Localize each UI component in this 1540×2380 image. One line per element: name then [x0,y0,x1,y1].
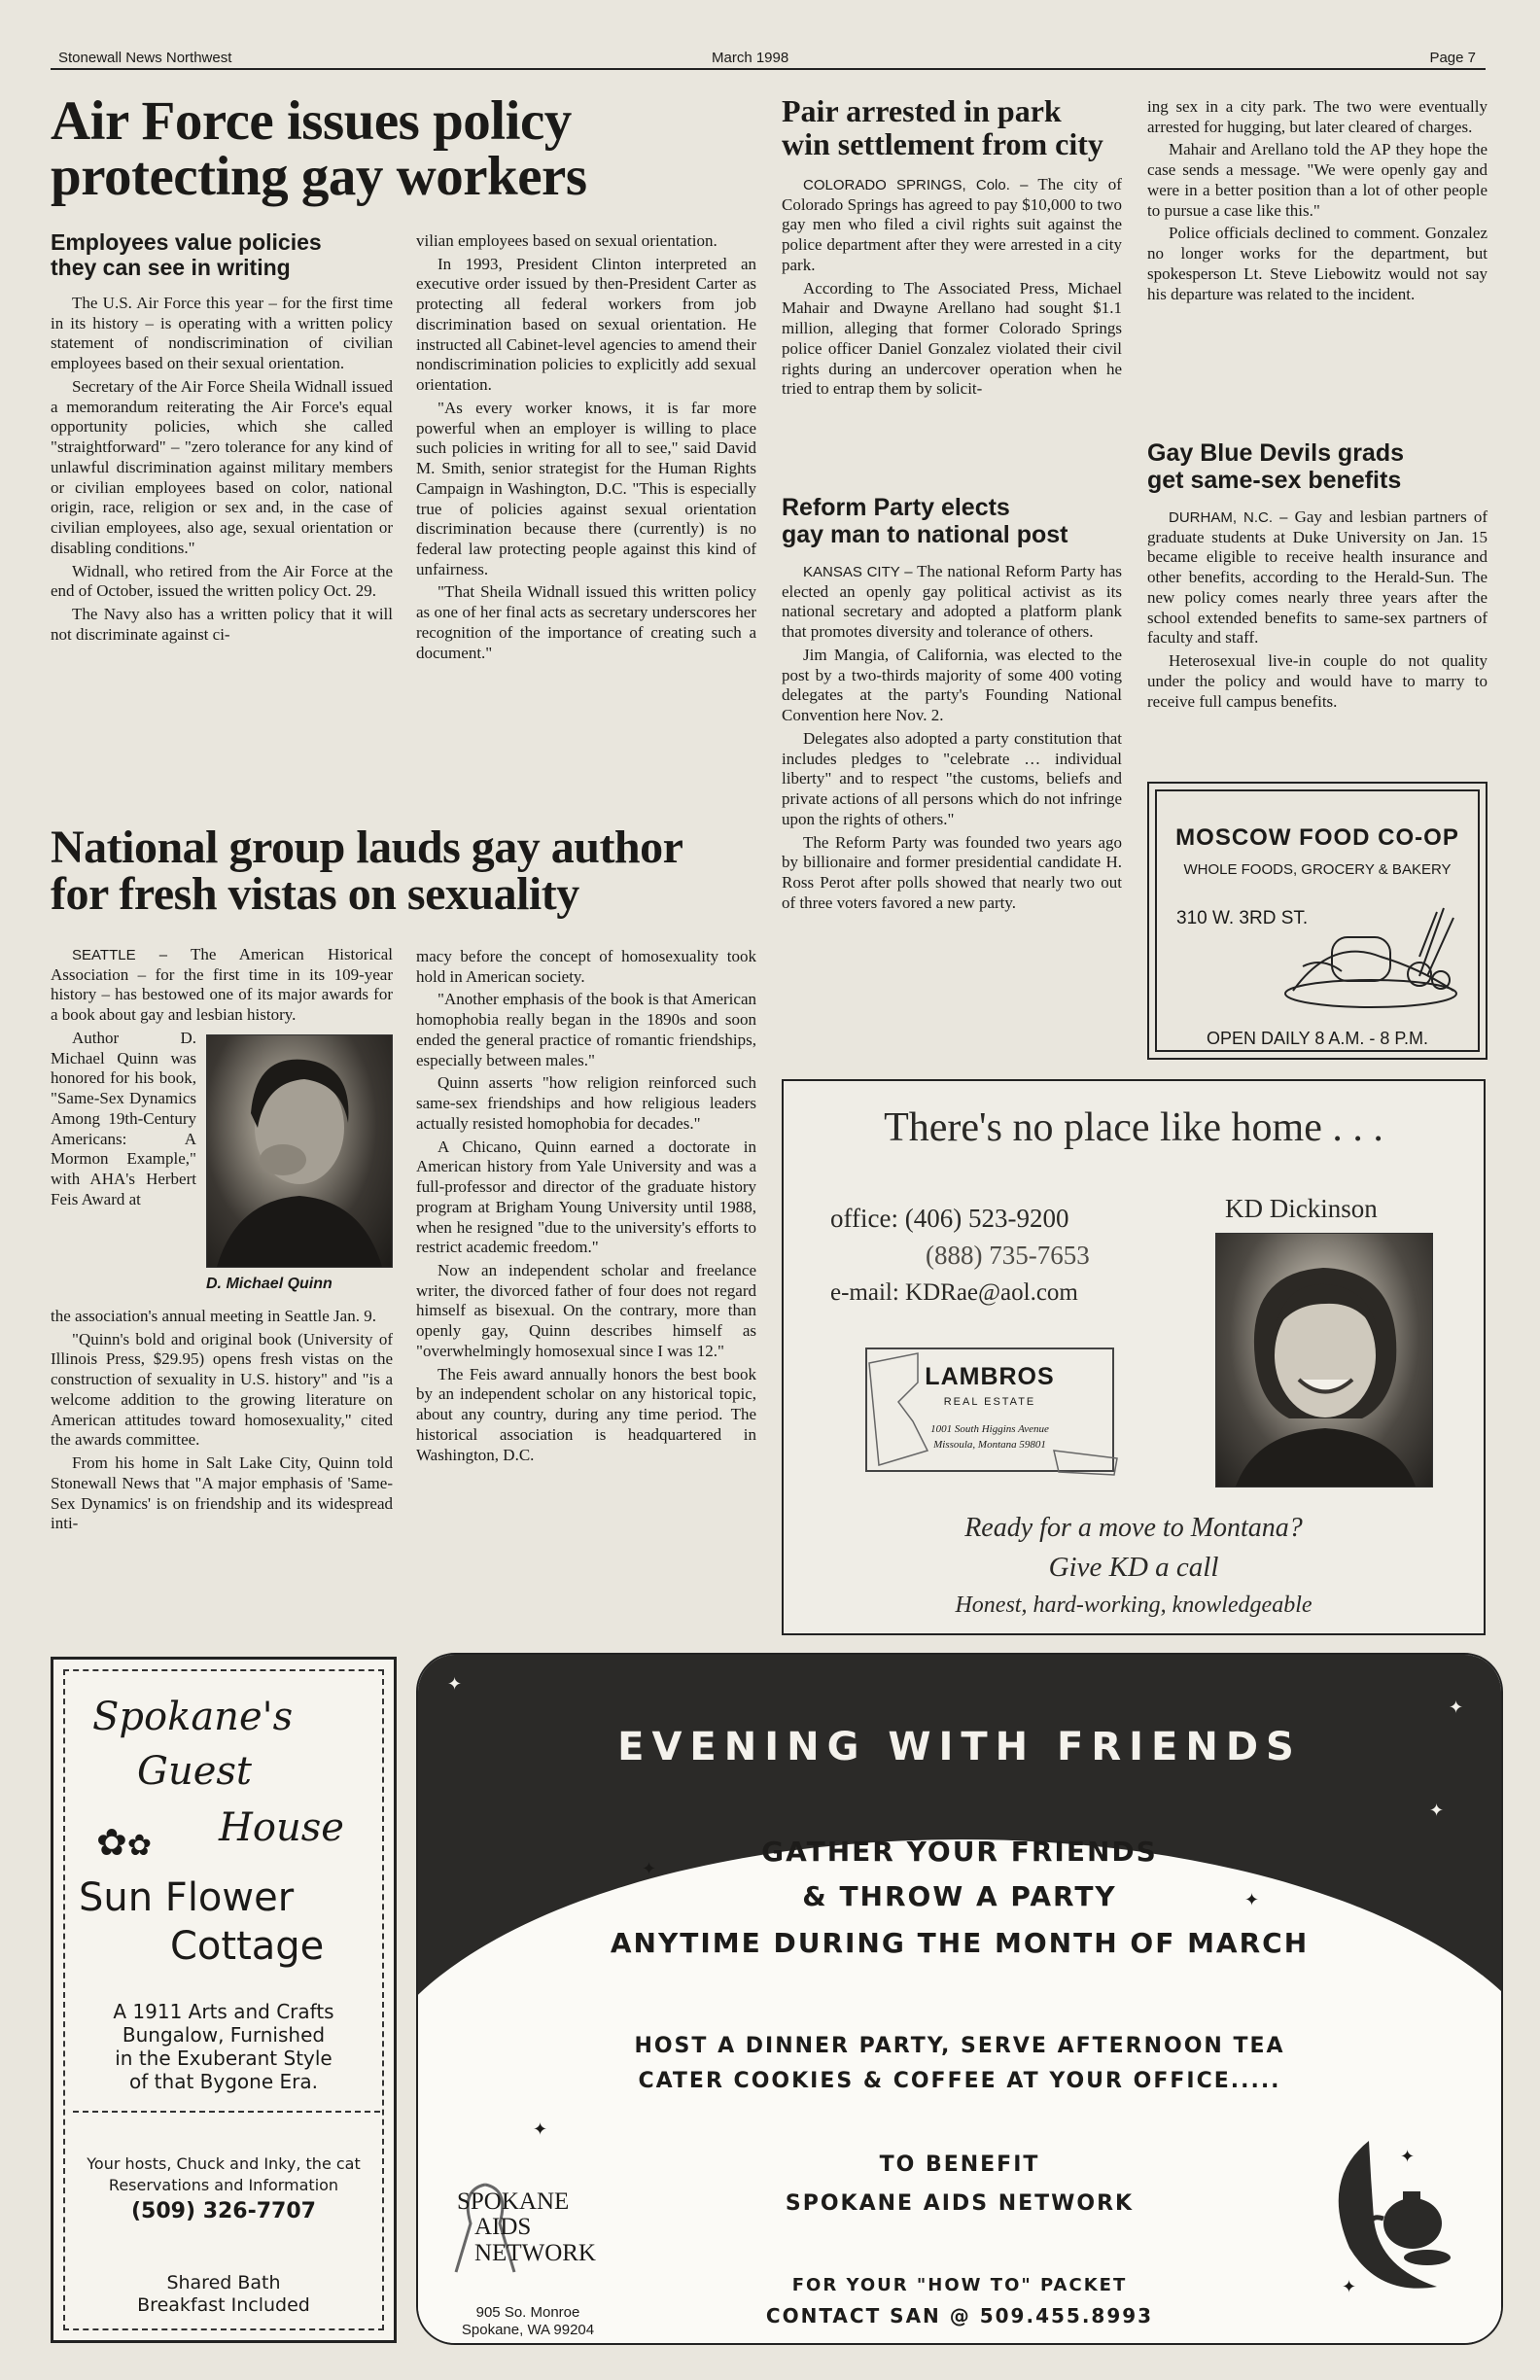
cottage-name-2: Cottage [170,1924,325,1969]
agency-address-2: Missoula, Montana 59801 [933,1439,1046,1451]
air-force-col2: vilian employees based on sexual orientation. In 1993, President Clinton interpreted an executive order issued by then-President Carter as protecting all federal workers from job discrimination based on sexual orientation. He instructed all Cabinet-level agencies to amend their nondiscrimination policies to explicitly add sexual orientation. "As every worker knows, it is far more powerful when an employer is willing to place such policies in writing for all to see," said David M. Smith, senior strategist for the Human Rights Campaign in Washington, D.C. "This is especially true of policies against sexual orientation discrimination because there (currently) is no federal law protecting people against this kind of unfairness. "That Sheila Widnall issued this written policy as one of her final acts as secretary underscores her recognition of the importance of creating such a document." [416,231,756,662]
agent-name: KD Dickinson [1225,1194,1378,1223]
evening-line-4: HOST A DINNER PARTY, SERVE AFTERNOON TEA [634,2034,1285,2058]
evening-line-8: FOR YOUR "HOW TO" PACKET [791,2275,1128,2295]
kd-ad-headline: There's no place like home . . . [884,1105,1383,1150]
evening-line-2: & THROW A PARTY [802,1880,1117,1912]
kd-tagline-2: Give KD a call [1048,1552,1219,1583]
evening-line-7: SPOKANE AIDS NETWORK [785,2191,1135,2216]
moon-teapot-icon [1311,2121,1466,2316]
page-number: Page 7 [1429,50,1476,66]
evening-title: EVENING WITH FRIENDS [617,1725,1302,1769]
publication-name: Stonewall News Northwest [58,50,232,66]
email-address: e-mail: KDRae@aol.com [830,1279,1078,1306]
guest-script-1: Spokane's [92,1695,294,1739]
star-icon: ✦ [642,1859,657,1879]
toll-free-phone: (888) 735-7653 [926,1241,1090,1270]
air-force-col1: The U.S. Air Force this year – for the first time in its history – is operating with a written policy statement of nondiscrimination of civilian employees based on their sexual orientation. Secretary of the Air Force Sheila Widnall issued a memorandum reiterating the Air Force's equal opportunity policies, which she called "straightforward" – "zero tolerance for any kind of unlawful discrimination against military members or civilian employees based on color, national origin, race, religion or sex and, in the case of civilian employees, also age, sexual orientation or disabling conditions." Widnall, who retired from the Air Force at the end of October, issued the written policy Oct. 29. The Navy also has a written policy that it will not discriminate against ci- [51,294,393,644]
agent-photo [1215,1233,1433,1488]
guest-script-2: Guest [137,1749,252,1794]
san-address: 905 So. Monroe Spokane, WA 99204 [461,2304,595,2338]
star-icon: ✦ [1449,1698,1464,1718]
cottage-phone: (509) 326-7707 [131,2198,316,2223]
agency-sub: REAL ESTATE [943,1396,1036,1408]
author-wrap-text: Author D. Michael Quinn was honored for his book, "Same-Sex Dynamics Among 19th-Century Americans: A Mormon Example," with AHA's Herbert Feis Award at [51,1028,196,1208]
coop-tagline: WHOLE FOODS, GROCERY & BAKERY [1183,861,1452,878]
coop-address: 310 W. 3RD ST. [1176,908,1309,928]
cottage-amenities: Shared Bath Breakfast Included [137,2272,310,2316]
reform-party-headline: Reform Party elects gay man to national post [782,494,1068,548]
evening-with-friends-ad [416,1653,1503,2345]
author-headline: National group lauds gay author for fresh vistas on sexuality [51,822,683,920]
air-force-deck: Employees value policies they can see in writing [51,229,322,281]
pair-arrested-headline: Pair arrested in park win settlement from city [782,93,1103,161]
reform-party-body: KANSAS CITY – The national Reform Party has elected an openly gay political activist as its national secretary and adopted a platform plank that promotes diversity and tolerance of others. Jim Mangia, of California, was elected to the post by a two-thirds majority of some 400 voting delegates at the party's Founding National Convention here Nov. 2. Delegates also adopted a party constitution that includes pledges to "celebrate … individual liberty" and to respect "the customs, beliefs and private actions of all persons which do not infringe upon the rights of others." The Reform Party was founded two years ago by billionaire and former presidential candidate H. Ross Perot after polls showed that nearly two out of three voters favored a new party. [782,562,1122,912]
lambros-logo [865,1348,1114,1472]
star-icon: ✦ [1400,2147,1416,2167]
portrait-icon [207,1035,392,1267]
evening-line-6: TO BENEFIT [879,2152,1040,2177]
reform-party-dateline: KANSAS CITY – [803,564,913,580]
author-photo [206,1034,393,1268]
evening-line-3: ANYTIME DURING THE MONTH OF MARCH [610,1927,1310,1959]
kd-tagline-1: Ready for a move to Montana? [964,1513,1303,1543]
agency-address-1: 1001 South Higgins Avenue [930,1423,1049,1435]
star-icon: ✦ [447,1674,463,1695]
star-icon: ✦ [1342,2277,1357,2297]
blue-devils-dateline: DURHAM, N.C. – [1169,509,1288,526]
bread-basket-icon [1274,898,1468,1025]
pair-arrested-col1: COLORADO SPRINGS, Colo. – The city of Colorado Springs has agreed to pay $10,000 to two gay men who filed a civil rights suit against the police department after they were arrested in a city park. According to The Associated Press, Michael Mahair and Dwayne Arellano had sought $1.1 million, alleging that former Colorado Springs police officer Daniel Gonzalez violated their civil rights during an undercover operation when he tried to entrap them by solicit- [782,175,1122,399]
office-phone: office: (406) 523-9200 [830,1204,1069,1233]
pair-arrested-dateline: COLORADO SPRINGS, Colo. – [803,177,1029,193]
evening-line-9: CONTACT SAN @ 509.455.8993 [765,2304,1154,2328]
star-icon: ✦ [1429,1801,1445,1821]
kd-tagline-3: Honest, hard-working, knowledgeable [955,1592,1312,1618]
pair-arrested-col2: ing sex in a city park. The two were eventually arrested for hugging, but later cleared of charges. Mahair and Arellano told the AP they hope the case sends a message. "We were openly gay and were in a better position than a lot of other people to pursue a case like this." Police officials declined to comment. Gonzalez no longer works for the department, but spokesperson Lt. Steve Liebowitz would not say his departure was related to the incident. [1147,97,1488,303]
blue-devils-body: DURHAM, N.C. – Gay and lesbian partners of graduate students at Duke University on Jan. 15 became eligible to receive health insurance and other benefits, according to the Herald-Sun. The new policy comes nearly three years after the school extended benefits to same-sex partners of faculty and staff. Heterosexual live-in couple do not quality under the policy and would have to marry to receive full campus benefits. [1147,508,1488,711]
running-head [51,47,1486,70]
air-force-headline: Air Force issues policy protecting gay workers [51,90,587,207]
sunflower-icon: ✿✿ [96,1821,152,1864]
evening-line-5: CATER COOKIES & COFFEE AT YOUR OFFICE..... [638,2069,1281,2093]
kd-dickinson-ad [782,1079,1486,1635]
agent-portrait-icon [1216,1234,1432,1487]
coop-hours: OPEN DAILY 8 A.M. - 8 P.M. [1206,1029,1429,1048]
issue-date: March 1998 [712,50,789,66]
author-col2: macy before the concept of homosexuality took hold in American society. "Another emphasis of the book is that American homophobia really began in the 1890s and soon ended the general practice of romantic friendships, especially between males." Quinn asserts "how religion reinforced such same-sex friendships and how religious leaders actually resisted homophobia for decades." A Chicano, Quinn earned a doctorate in American history from Yale University and was a full-professor and director of the graduate history program at Brigham Young University until 1988, when he resigned "due to the university's efforts to restrict academic freedom." Now an independent scholar and freelance writer, the divorced father of four does not regard himself as bisexual. On the contrary, more than openly gay, Quinn describes himself as "overwhelmingly homosexual since I was 12." The Feis award annually honors the best book by an independent scholar on any historical topic, about any country, during any time period. The historical association is headquartered in Washington, D.C. [416,947,756,1464]
star-icon: ✦ [533,2119,548,2140]
cottage-name-1: Sun Flower [79,1875,295,1920]
guest-script-3: House [219,1805,344,1850]
moscow-food-coop-ad [1147,782,1488,1060]
cottage-contact: Your hosts, Chuck and Inky, the cat Reservations and Information (509) 326-7707 [53,2153,394,2227]
star-icon: ✦ [1244,1890,1260,1910]
author-dateline: SEATTLE – [72,947,168,963]
cottage-description: A 1911 Arts and Crafts Bungalow, Furnished in the Exuberant Style of that Bygone Era. [113,2000,334,2093]
blue-devils-headline: Gay Blue Devils grads get same-sex benefits [1147,439,1405,494]
divider [73,2111,380,2113]
agency-name: LAMBROS [925,1363,1055,1390]
author-col1: SEATTLE – The American Historical Association – for the first time in its 109-year history – has bestowed one of its major awards for a book about gay and lesbian history. Author D. Michael Quinn was honored for his book, "Same-Sex Dynamics Among 19th-Century Americans: A Mormon Example," with AHA's Herbert Feis Award at D. Michael Quinn the association's annual meeting in Seattle Jan. 9. "Quinn's bold and original book (University of Illinois Press, $29.95) opens fresh vistas on the construction of sexuality in U.S. history" and "is a welcome addition to the growing literature on American attitudes toward homosexuality," cited the awards committee. From his home in Salt Lake City, Quinn told Stonewall News that "A major emphasis of 'Same-Sex Dynamics' is on friendship and its widespread inti- [51,945,393,1533]
photo-caption: D. Michael Quinn [206,1275,332,1292]
san-logo: SPOKANE AIDS NETWORK [457,2189,603,2266]
coop-name: MOSCOW FOOD CO-OP [1175,824,1459,851]
sun-flower-cottage-ad [51,1657,397,2343]
evening-line-1: GATHER YOUR FRIENDS [761,1836,1158,1868]
